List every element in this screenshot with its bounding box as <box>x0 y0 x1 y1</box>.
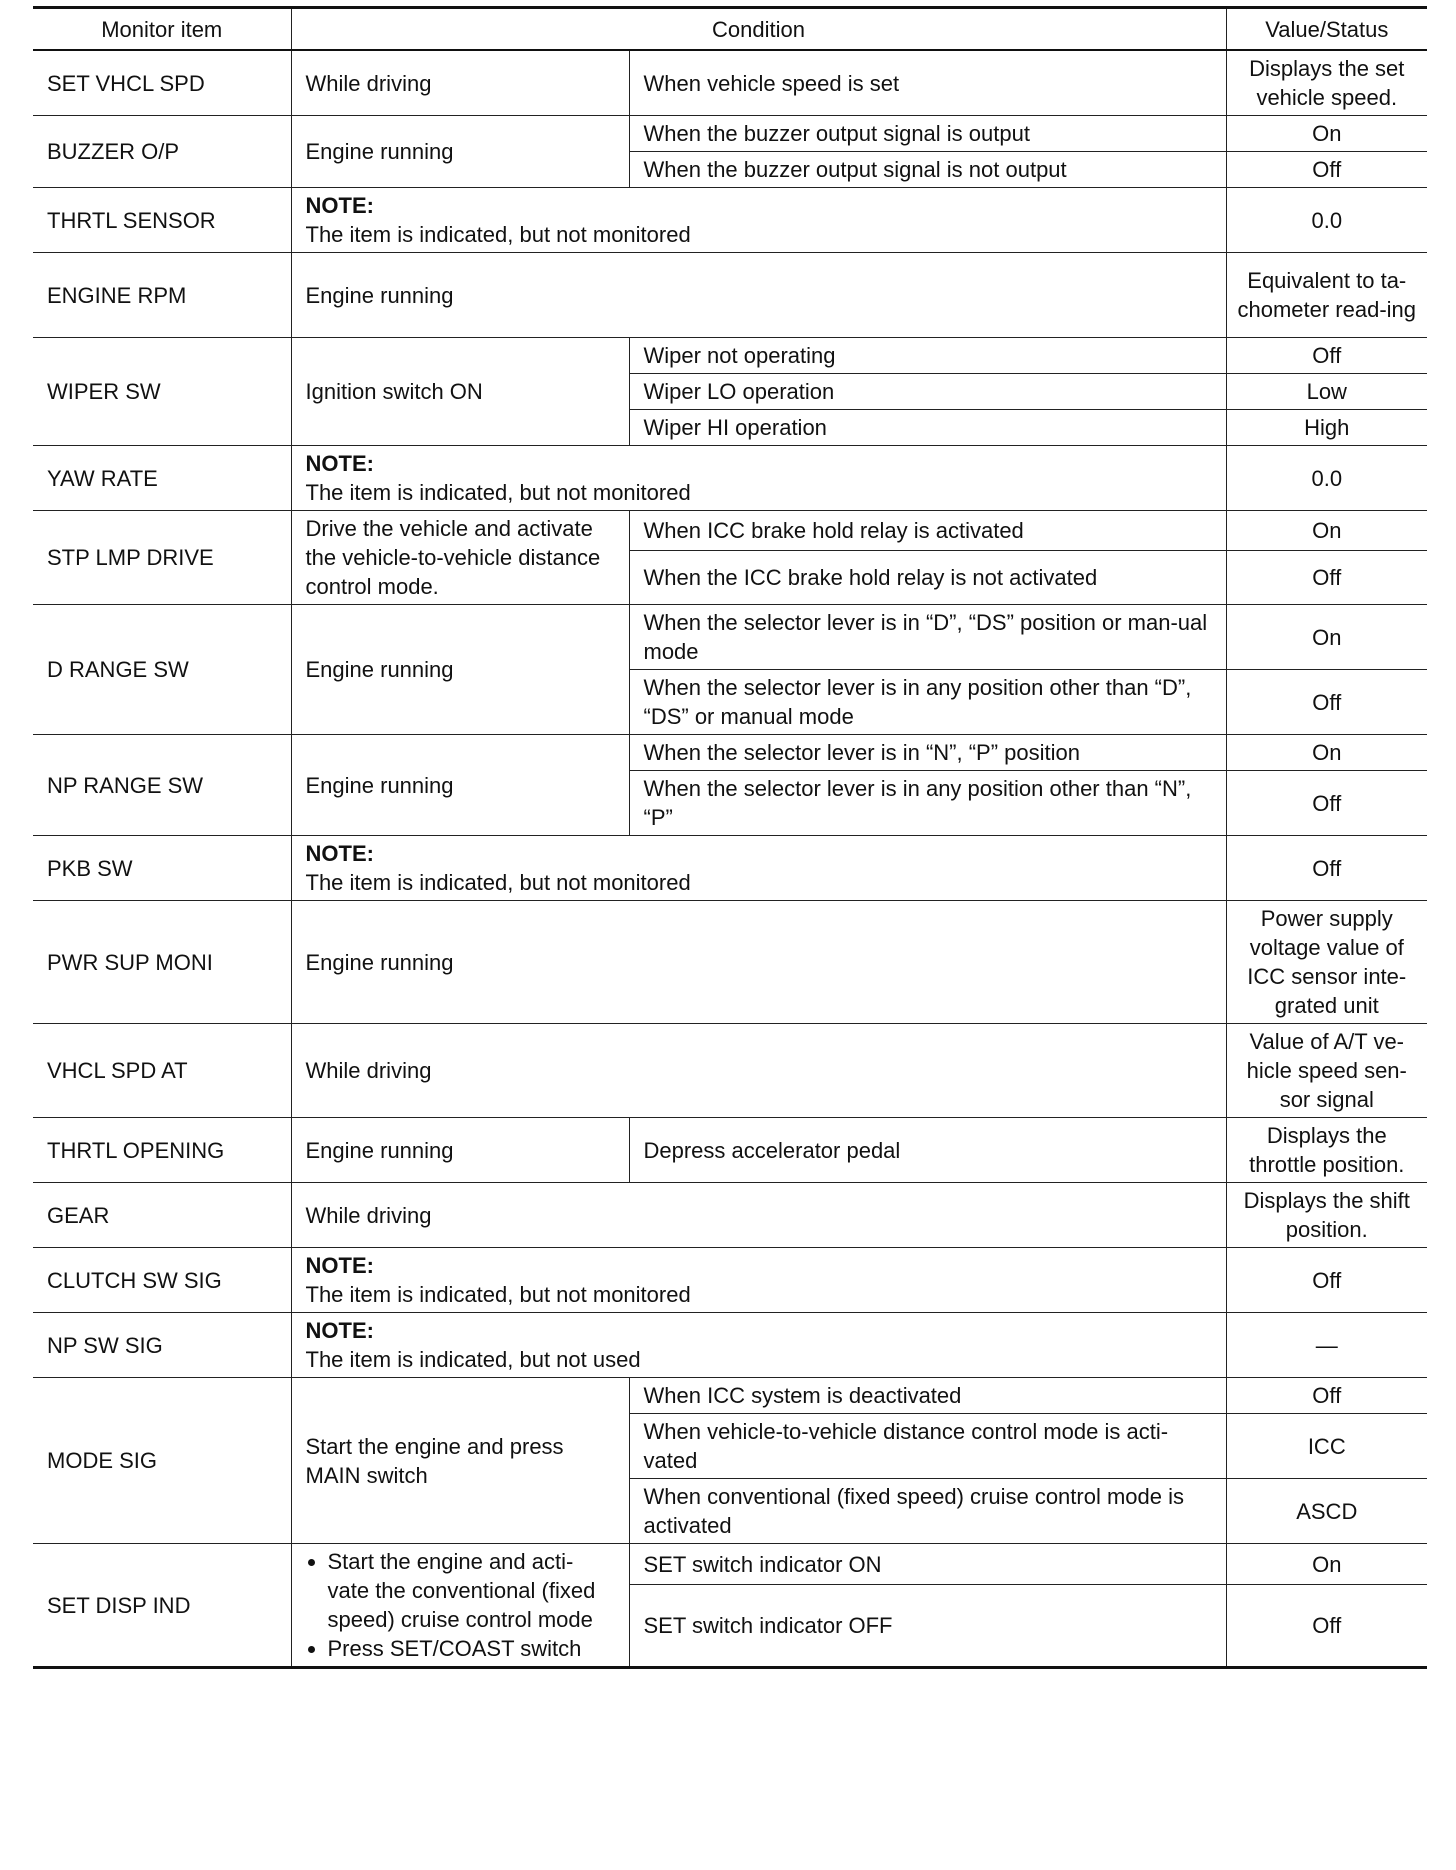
value-cell: ICC <box>1226 1414 1427 1479</box>
condition-cell: Engine running <box>291 1118 629 1183</box>
sub-condition-cell: When the selector lever is in any position other than “N”, “P” <box>629 771 1226 836</box>
note-cell <box>291 1313 1226 1378</box>
table-row <box>33 1378 1427 1414</box>
table-header-row <box>33 8 1427 51</box>
sub-condition-cell: When the selector lever is in “N”, “P” position <box>629 735 1226 771</box>
note-label: NOTE: <box>305 451 374 476</box>
sub-condition-cell: When vehicle-to-vehicle distance control mode is acti-vated <box>629 1414 1226 1479</box>
monitor-item-cell: THRTL OPENING <box>33 1118 291 1183</box>
condition-cell: While driving <box>291 1024 1226 1118</box>
condition-cell: Engine running <box>291 116 629 188</box>
note-label: NOTE: <box>305 1253 374 1278</box>
sub-condition-cell: SET switch indicator OFF <box>629 1585 1226 1668</box>
monitor-item-table <box>33 6 1427 1669</box>
monitor-item-cell: PWR SUP MONI <box>33 901 291 1024</box>
condition-cell: Ignition switch ON <box>291 338 629 446</box>
sub-condition-cell: Wiper HI operation <box>629 410 1226 446</box>
table-row <box>33 605 1427 670</box>
value-cell: ASCD <box>1226 1479 1427 1544</box>
condition-cell: While driving <box>291 50 629 116</box>
value-cell: Low <box>1226 374 1427 410</box>
note-text: The item is indicated, but not monitored <box>305 1282 691 1307</box>
value-cell: Off <box>1226 1585 1427 1668</box>
note-cell <box>291 188 1226 253</box>
table-row <box>33 50 1427 116</box>
condition-cell: Engine running <box>291 901 1226 1024</box>
sub-condition-cell: When the selector lever is in any position other than “D”, “DS” or manual mode <box>629 670 1226 735</box>
value-cell: Off <box>1226 551 1427 605</box>
table-row <box>33 116 1427 152</box>
condition-cell <box>291 1544 629 1668</box>
value-cell: On <box>1226 735 1427 771</box>
monitor-item-cell: VHCL SPD AT <box>33 1024 291 1118</box>
note-text: The item is indicated, but not monitored <box>305 480 691 505</box>
table-row <box>33 735 1427 771</box>
sub-condition-cell: When the buzzer output signal is not output <box>629 152 1226 188</box>
condition-cell: While driving <box>291 1183 1226 1248</box>
condition-cell: Engine running <box>291 605 629 735</box>
table-row <box>33 188 1427 253</box>
note-text: The item is indicated, but not monitored <box>305 222 691 247</box>
table-row <box>33 1313 1427 1378</box>
sub-condition-cell: When conventional (fixed speed) cruise control mode is activated <box>629 1479 1226 1544</box>
monitor-item-cell: WIPER SW <box>33 338 291 446</box>
sub-condition-cell: SET switch indicator ON <box>629 1544 1226 1585</box>
table-row <box>33 511 1427 551</box>
header-condition: Condition <box>291 8 1226 51</box>
monitor-item-cell: ENGINE RPM <box>33 253 291 338</box>
condition-cell: Engine running <box>291 735 629 836</box>
condition-cell: Engine running <box>291 253 1226 338</box>
table-row <box>33 1024 1427 1118</box>
header-value-status: Value/Status <box>1226 8 1427 51</box>
table-row <box>33 1118 1427 1183</box>
sub-condition-cell: When vehicle speed is set <box>629 50 1226 116</box>
monitor-item-cell: STP LMP DRIVE <box>33 511 291 605</box>
value-cell: On <box>1226 511 1427 551</box>
sub-condition-cell: Wiper LO operation <box>629 374 1226 410</box>
value-cell: Off <box>1226 152 1427 188</box>
condition-cell: Drive the vehicle and activate the vehicle-to-vehicle distance control mode. <box>291 511 629 605</box>
sub-condition-cell: When the ICC brake hold relay is not activated <box>629 551 1226 605</box>
note-label: NOTE: <box>305 193 374 218</box>
value-cell: — <box>1226 1313 1427 1378</box>
table-row <box>33 1248 1427 1313</box>
note-label: NOTE: <box>305 841 374 866</box>
monitor-item-cell: CLUTCH SW SIG <box>33 1248 291 1313</box>
monitor-item-cell: MODE SIG <box>33 1378 291 1544</box>
value-cell: Off <box>1226 338 1427 374</box>
monitor-item-cell: THRTL SENSOR <box>33 188 291 253</box>
monitor-item-cell: D RANGE SW <box>33 605 291 735</box>
value-cell: 0.0 <box>1226 446 1427 511</box>
condition-bullet-list <box>306 1547 615 1663</box>
table-row <box>33 253 1427 338</box>
monitor-item-cell: YAW RATE <box>33 446 291 511</box>
sub-condition-cell: When the buzzer output signal is output <box>629 116 1226 152</box>
value-cell: Power supply voltage value of ICC sensor inte-grated unit <box>1226 901 1427 1024</box>
note-text: The item is indicated, but not monitored <box>305 870 691 895</box>
value-cell: Displays the throttle position. <box>1226 1118 1427 1183</box>
note-cell <box>291 836 1226 901</box>
table-row <box>33 1544 1427 1585</box>
value-cell: Off <box>1226 1248 1427 1313</box>
value-cell: Off <box>1226 836 1427 901</box>
monitor-item-cell: NP RANGE SW <box>33 735 291 836</box>
note-label: NOTE: <box>305 1318 374 1343</box>
value-cell: Value of A/T ve-hicle speed sen-sor signal <box>1226 1024 1427 1118</box>
monitor-item-cell: BUZZER O/P <box>33 116 291 188</box>
value-cell: Equivalent to ta-chometer read-ing <box>1226 253 1427 338</box>
monitor-item-cell: NP SW SIG <box>33 1313 291 1378</box>
monitor-item-cell: SET DISP IND <box>33 1544 291 1668</box>
value-cell: On <box>1226 116 1427 152</box>
value-cell: Displays the shift position. <box>1226 1183 1427 1248</box>
sub-condition-cell: When the selector lever is in “D”, “DS” position or man-ual mode <box>629 605 1226 670</box>
condition-bullet: • Press SET/COAST switch <box>328 1634 615 1663</box>
table-row <box>33 836 1427 901</box>
value-cell: On <box>1226 1544 1427 1585</box>
header-monitor-item: Monitor item <box>33 8 291 51</box>
monitor-item-cell: SET VHCL SPD <box>33 50 291 116</box>
value-cell: Off <box>1226 771 1427 836</box>
table-row <box>33 901 1427 1024</box>
value-cell: On <box>1226 605 1427 670</box>
value-cell: Displays the set vehicle speed. <box>1226 50 1427 116</box>
monitor-item-cell: PKB SW <box>33 836 291 901</box>
sub-condition-cell: When ICC system is deactivated <box>629 1378 1226 1414</box>
sub-condition-cell: Depress accelerator pedal <box>629 1118 1226 1183</box>
condition-cell: Start the engine and press MAIN switch <box>291 1378 629 1544</box>
condition-bullet: • Start the engine and acti-vate the conventional (fixed speed) cruise control mode <box>328 1547 615 1634</box>
table-row <box>33 446 1427 511</box>
value-cell: Off <box>1226 670 1427 735</box>
sub-condition-cell: Wiper not operating <box>629 338 1226 374</box>
value-cell: Off <box>1226 1378 1427 1414</box>
note-text: The item is indicated, but not used <box>305 1347 641 1372</box>
value-cell: High <box>1226 410 1427 446</box>
note-cell <box>291 446 1226 511</box>
value-cell: 0.0 <box>1226 188 1427 253</box>
table-row <box>33 338 1427 374</box>
table-row <box>33 1183 1427 1248</box>
monitor-item-cell: GEAR <box>33 1183 291 1248</box>
sub-condition-cell: When ICC brake hold relay is activated <box>629 511 1226 551</box>
note-cell <box>291 1248 1226 1313</box>
